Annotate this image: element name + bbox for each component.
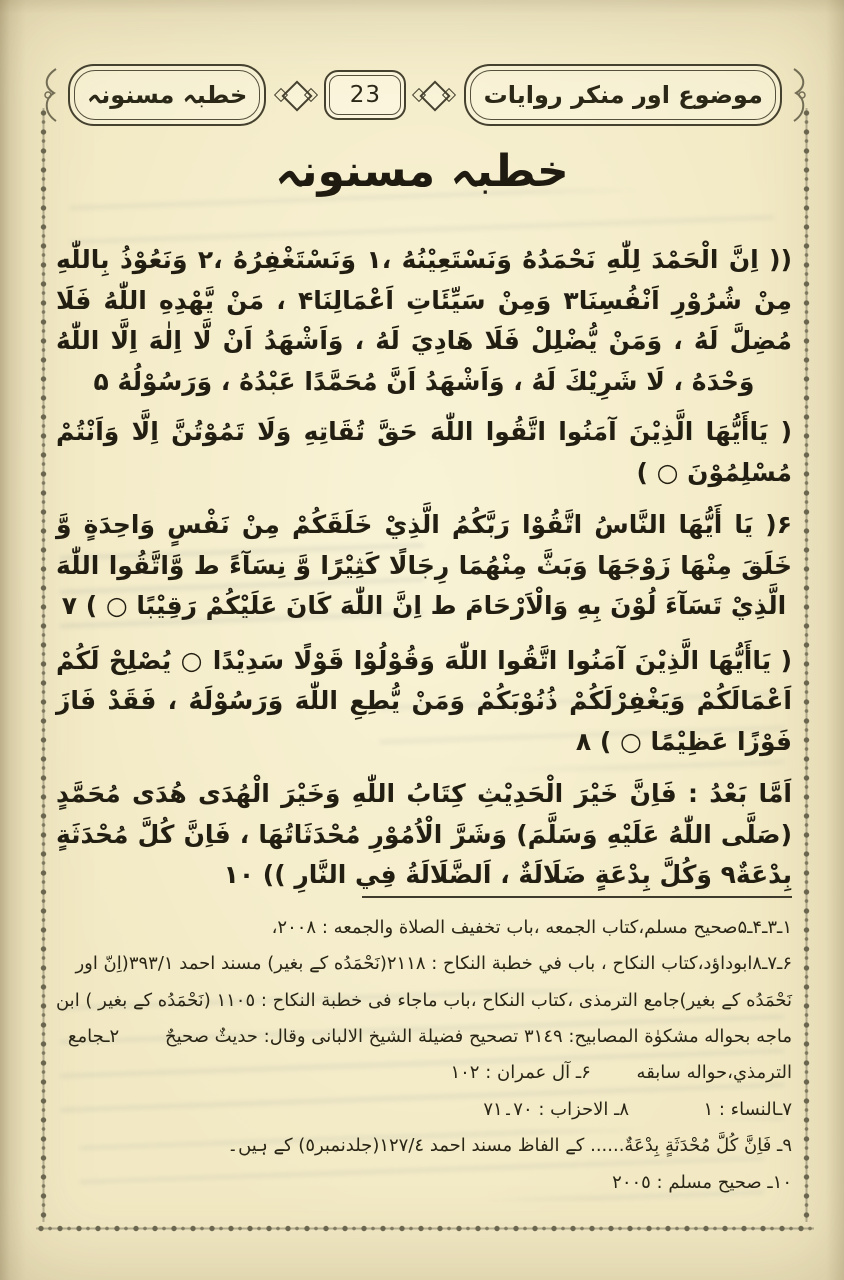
page-title: خطبہ مسنونہ: [275, 146, 569, 197]
footnote-line: نَحْمَدُه کے بغیر)جامع الترمذى ،كتاب النكاح ،باب ماجاء فى خطبة النكاح : ١١٠٥ (نَحْمَدُه کے بغیر ) ابن: [55, 989, 792, 1011]
footnote-line: ۶ـ۷ـ۸ابوداؤد،كتاب النكاح ، باب في خطبة النكاح : ٢١١٨(نَحْمَدُه کے بغیر) مسند احمد ٣٩٣/١(اِنّ اور: [75, 953, 792, 975]
page-header: [40, 56, 810, 134]
khutbah-text: [56, 240, 792, 906]
footnotes-section: [56, 896, 792, 1216]
book-title-tab-label: موضوع اور منکر روایات: [483, 81, 763, 109]
footnote-line: ماجه بحواله مشكوٰة المصابيح: ٣١٤٩ تصحيح فضيلة الشيخ الالبانى وقال: حديثٌ صحيحٌ ۲ـجامع: [67, 1026, 792, 1048]
footnote-line: ۹ـ فَاِنَّ كُلَّ مُحْدَثَةٍ بِدْعَةٌ...... کے الفاظ مسند احمد ١٢٧/٤(جلدنمبر٥) کے ہیں۔: [227, 1135, 792, 1157]
page-number-medallion: [324, 70, 406, 120]
hadith-opening-paragraph: (( اِنَّ الْحَمْدَ لِلّٰهِ نَحْمَدُهُ وَنَسْتَعِيْنُهُ ،۱ وَنَسْتَغْفِرُهُ ،۲ وَنَعُوْذُ بِاللّٰهِ مِنْ شُرُوْرِ اَنْفُسِنَا۳ وَمِنْ سَيِّئَاتِ اَعْمَالِنَا۴ ، مَنْ يَّهْدِهِ اللّٰهُ فَلَا مُضِلَّ لَهُ ، وَمَنْ يُّضْلِلْ فَلَا هَادِيَ لَهُ ، وَاَشْهَدُ اَنْ لَّا اِلٰهَ اِلَّا اللّٰهُ وَحْدَهُ ، لَا شَرِيْكَ لَهُ ، وَاَشْهَدُ اَنَّ مُحَمَّدًا عَبْدُهُ ، وَرَسُوْلُهُ ۵: [56, 245, 792, 396]
diamond-ornament-icon: [274, 78, 318, 112]
ornamental-border-right: [799, 108, 814, 1222]
page-number: 23: [349, 82, 382, 108]
page-number-ornament: [274, 70, 456, 120]
footnote-line: الترمذي،حواله سابقه ۶ـ آل عمران : ١٠٢: [450, 1062, 792, 1084]
quran-verse-2: ۶( يَا أَيُّهَا النَّاسُ اتَّقُوْا رَبَّكُمُ الَّذِيْ خَلَقَكُمْ مِنْ نَفْسٍ وَاحِدَةٍ وَّ خَلَقَ مِنْهَا زَوْجَهَا وَبَثَّ مِنْهُمَا رِجَالًا كَثِيْرًا وَّ نِسَآءً ط وَّاتَّقُوا اللّٰهَ الَّذِيْ تَسَآءَ لُوْنَ بِهِ وَالْاَرْحَامَ ط اِنَّ اللّٰهَ كَانَ عَلَيْكُمْ رَقِيْبًا ○ ) ۷: [56, 510, 792, 620]
quran-verse-3: ( يَاأَيُّهَا الَّذِيْنَ آمَنُوا اتَّقُوا اللّٰهَ وَقُوْلُوْا قَوْلًا سَدِيْدًا ○ يُصْلِحْ لَكُمْ اَعْمَالَكُمْ وَيَغْفِرْلَكُمْ ذُنُوْبَكُمْ وَمَنْ يُّطِعِ اللّٰهَ وَرَسُوْلَهُ ، فَقَدْ فَازَ فَوْزًا عَظِيْمًا ○ ) ۸: [56, 645, 792, 756]
quran-verse-1: ( يَاأَيُّهَا الَّذِيْنَ آمَنُوا اتَّقُوا اللّٰهَ حَقَّ تُقَاتِهِ وَلَا تَمُوْتُنَّ اِلَّا وَاَنْتُمْ مُسْلِمُوْنَ ○ ): [56, 417, 792, 487]
ornamental-border-bottom: [36, 1221, 814, 1236]
book-title-tab: [464, 64, 782, 126]
chapter-tab-label: خطبہ مسنونہ: [87, 81, 248, 109]
flourish-left-icon: [40, 67, 60, 123]
footnote-separator: [362, 896, 792, 898]
footnote-line: ۷ـالنساء : ١ ۸ـ الاحزاب : ٧٠۔٧١: [483, 1098, 792, 1120]
diamond-ornament-icon: [412, 78, 456, 112]
ornamental-border-left: [36, 108, 51, 1222]
footnote-line: ۱۰ـ صحيح مسلم : ٢٠٠٥: [612, 1171, 792, 1193]
amma-badu-paragraph: اَمَّا بَعْدُ : فَاِنَّ خَيْرَ الْحَدِيْثِ كِتَابُ اللّٰهِ وَخَيْرَ الْهُدَى هُدَى مُحَمَّدٍ (صَلَّى اللّٰهُ عَلَيْهِ وَسَلَّمَ) وَشَرَّ الْاُمُوْرِ مُحْدَثَاتُهَا ، فَاِنَّ كُلَّ مُحْدَثَةٍ بِدْعَةٌ۹ وَكُلَّ بِدْعَةٍ ضَلَالَةٌ ، اَلضَّلَالَةُ فِي النَّارِ )) ۱۰: [56, 779, 792, 889]
chapter-tab: [68, 64, 266, 126]
flourish-right-icon: [790, 67, 810, 123]
footnote-line: ۱ـ۳ـ۴ـ۵صحيح مسلم،كتاب الجمعه ،باب تخفيف الصلاة والجمعه : ٢٠٠٨،: [271, 917, 792, 938]
